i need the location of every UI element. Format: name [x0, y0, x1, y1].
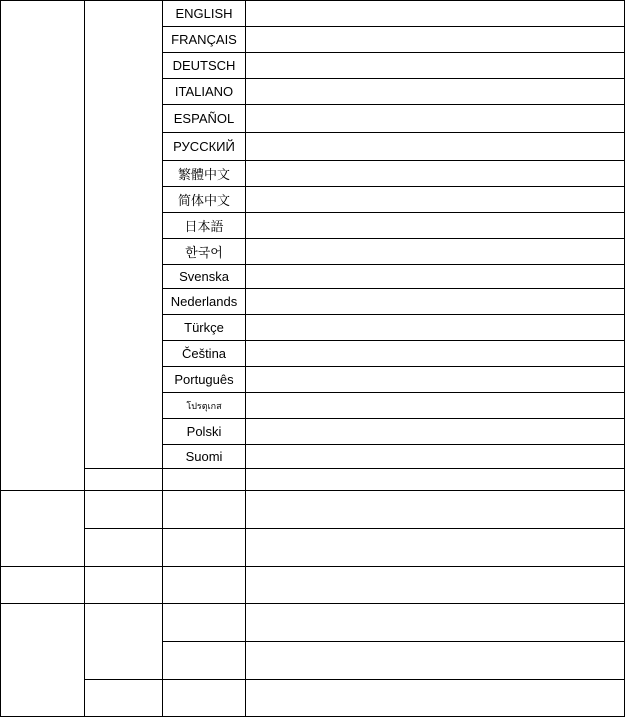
- language-option-english: ENGLISH: [175, 6, 233, 21]
- language-option-korean: 한국어: [185, 245, 223, 260]
- row-line: [84, 679, 625, 680]
- row-line: [84, 468, 625, 469]
- row-line: [0, 490, 625, 491]
- language-option-cestina: Čeština: [181, 346, 227, 361]
- language-option-japanese: 日本語: [184, 219, 224, 234]
- language-option-nederlands: Nederlands: [170, 294, 238, 309]
- language-option-traditional-chinese: 繁體中文: [177, 167, 230, 182]
- language-option-polski: Polski: [186, 424, 222, 439]
- row-line: [0, 566, 625, 567]
- language-option-espanol: ESPAÑOL: [173, 111, 235, 126]
- table-border-left: [0, 0, 1, 717]
- language-option-simplified-chinese: 简体中文: [177, 193, 230, 208]
- row-line: [162, 641, 625, 642]
- language-option-italiano: ITALIANO: [174, 84, 234, 99]
- language-option-portugues: Português: [174, 372, 234, 387]
- language-option-deutsch: DEUTSCH: [172, 58, 236, 73]
- language-option-suomi: Suomi: [185, 449, 223, 464]
- language-option-turkce: Türkçe: [184, 320, 224, 335]
- row-line: [0, 603, 625, 604]
- language-option-russian: РУССКИЙ: [173, 139, 235, 154]
- language-option-francais: FRANÇAIS: [171, 32, 237, 47]
- language-option-svenska: Svenska: [179, 269, 229, 284]
- column-line-1: [84, 0, 85, 717]
- language-option-thai: โปรตุเกส: [186, 400, 222, 411]
- row-line: [84, 528, 625, 529]
- table-border-top: [0, 0, 625, 1]
- column-line-3: [245, 0, 246, 717]
